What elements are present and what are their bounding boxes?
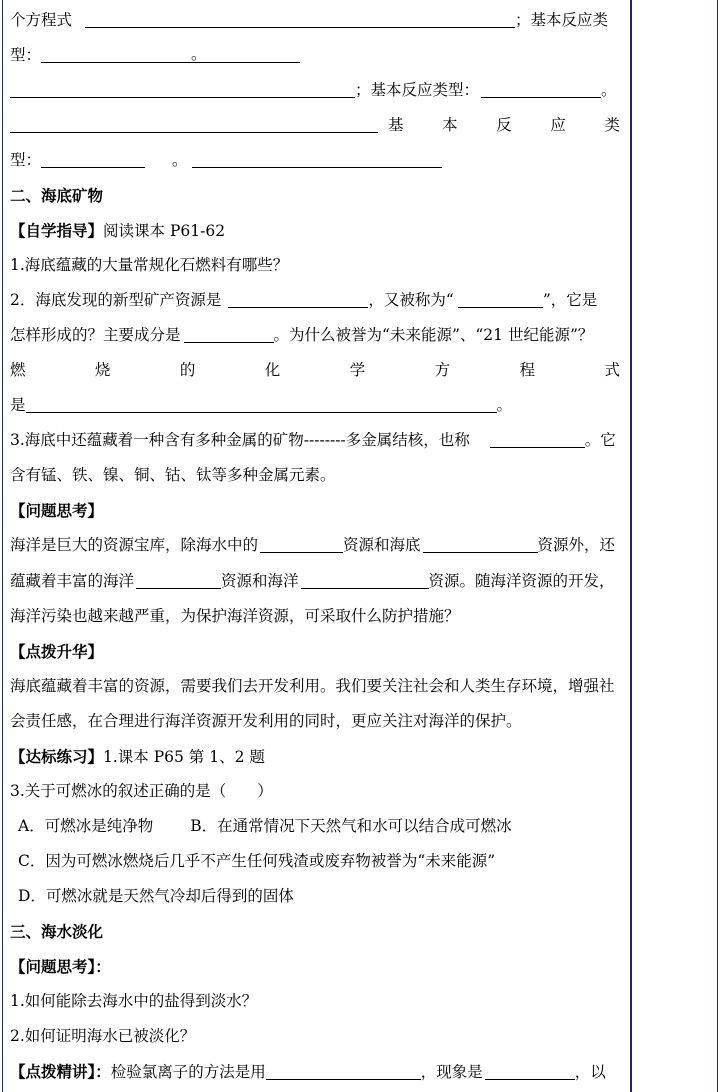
answer-blank <box>228 293 368 308</box>
paragraph-text: 检验氯离子的方法是用 <box>110 1063 266 1082</box>
paragraph-text: 蕴藏着丰富的海洋 <box>10 571 135 590</box>
practice-question-3 <box>10 774 624 809</box>
question-text: 是 <box>10 396 26 415</box>
equation-line-4 <box>10 108 624 143</box>
answer-blank <box>481 83 601 98</box>
option-a: A．可燃冰是纯净物 <box>18 816 154 835</box>
equation-line-5 <box>10 143 624 178</box>
self-study-label: 【自学指导】 <box>10 220 104 240</box>
spread-char: 本 <box>442 115 458 134</box>
spread-char: 反 <box>496 115 512 134</box>
equation-line-1 <box>10 3 624 38</box>
think-label-line <box>10 949 624 984</box>
section-heading <box>10 178 624 213</box>
type-label: 型： <box>10 150 42 169</box>
answer-blank <box>26 398 497 413</box>
question-text: 1.如何能除去海水中的盐得到淡水？ <box>10 992 258 1011</box>
paragraph-text: 资源和海底 <box>343 536 421 555</box>
full-stop: 。 <box>172 150 188 169</box>
paragraph-text: 海洋污染也越来越严重，为保护海洋资源，可采取什么防护措施？ <box>10 606 460 625</box>
reaction-type-label-spread <box>378 108 624 143</box>
spread-char: 的 <box>179 361 196 380</box>
answer-blank <box>458 293 543 308</box>
question-2-line-3 <box>10 353 624 388</box>
key-points-label: 【点拨精讲】： <box>10 1062 111 1082</box>
equation-prefix: 个方程式 <box>10 10 73 29</box>
answer-blank <box>266 1065 421 1080</box>
option-b: B．在通常情况下天然气和水可以结合成可燃冰 <box>190 816 512 835</box>
question-2-line-2 <box>10 318 624 353</box>
spread-char: 化 <box>264 361 281 380</box>
full-stop: 。 <box>191 44 207 63</box>
answer-blank <box>301 574 429 589</box>
paragraph-text: ，现象是 <box>420 1063 483 1082</box>
think-label-line <box>10 493 624 528</box>
section-3-question-1 <box>10 984 624 1019</box>
question-text: 。为什么被誉为“未来能源”、“21 世纪能源”？ <box>273 326 594 345</box>
question-text: 怎样形成的？主要成分是 <box>10 326 181 345</box>
spread-char: 应 <box>550 115 566 134</box>
answer-blank <box>184 328 274 343</box>
equation-line-2 <box>10 38 624 73</box>
answer-blank <box>10 83 355 98</box>
equation-line-3 <box>10 73 624 108</box>
section-3-question-2 <box>10 1019 624 1054</box>
think-label: 【问题思考】 <box>10 501 104 521</box>
spread-char: 学 <box>349 361 366 380</box>
practice-label: 【达标练习】 <box>10 746 104 766</box>
spread-char: 式 <box>604 361 620 380</box>
practice-line <box>10 739 624 774</box>
section-3-heading: 三、海水淡化 <box>10 922 104 942</box>
paragraph-text: 海洋是巨大的资源宝库，除海水中的 <box>10 536 259 555</box>
paragraph-text: 资源外，还 <box>537 536 616 555</box>
answer-blank <box>85 13 515 28</box>
section-heading <box>10 914 624 949</box>
full-stop: 。 <box>496 396 513 415</box>
answer-blank <box>192 153 442 168</box>
option-c: C．因为可燃冰燃烧后几乎不产生任何残渣或废弃物被誉为“未来能源” <box>18 852 496 870</box>
option-d: D．可燃冰就是天然气冷却后得到的固体 <box>18 887 294 906</box>
spread-char: 方 <box>434 361 451 380</box>
question-text: 含有锰、铁、镍、铜、钴、钛等多种金属元素。 <box>10 466 336 485</box>
answer-blank <box>10 118 378 133</box>
self-study-line <box>10 213 624 248</box>
options-line-d <box>10 879 624 914</box>
worksheet-main-column <box>3 0 630 1092</box>
spread-char: 类 <box>604 115 620 134</box>
sublimation-label-line <box>10 634 624 669</box>
think-line-3 <box>10 599 624 634</box>
answer-blank <box>490 433 585 448</box>
think-label: 【问题思考】： <box>10 957 111 977</box>
spread-char: 程 <box>519 361 536 380</box>
question-text: 2．海底发现的新型矿产资源是 <box>10 291 222 309</box>
full-stop: 。 <box>601 80 617 99</box>
reaction-type-label: ；基本反应类 <box>515 10 609 29</box>
options-line-ab <box>10 809 624 844</box>
question-2-line-1 <box>10 283 624 318</box>
answer-blank <box>136 574 221 589</box>
answer-blank <box>260 538 343 553</box>
answer-blank <box>41 44 300 63</box>
paragraph-text: ，以 <box>574 1063 606 1082</box>
type-label: 型： <box>10 45 42 64</box>
reaction-type-label: ；基本反应类型： <box>355 80 480 99</box>
paragraph-text: 会责任感，在合理进行海洋资源开发利用的同时，更应关注对海洋的保护。 <box>10 711 522 730</box>
paragraph-text: 资源和海洋 <box>221 571 299 590</box>
spread-char: 燃 <box>10 361 26 380</box>
paragraph-text: 资源。随海洋资源的开发， <box>428 571 615 590</box>
options-line-c <box>10 844 624 879</box>
section-2-heading: 二、海底矿物 <box>10 185 104 205</box>
key-points-line <box>10 1054 624 1089</box>
question-text: ”，它是 <box>542 291 598 309</box>
question-text: 。它 <box>584 431 616 450</box>
answer-blank <box>423 538 538 553</box>
practice-text: 1.课本 P65 第 1、2 题 <box>103 747 265 766</box>
table-border-right <box>717 0 719 1092</box>
sublimation-line-1 <box>10 669 624 704</box>
question-text: 3.关于可燃冰的叙述正确的是（ ） <box>10 781 273 800</box>
chemical-equation-label-spread <box>10 353 624 388</box>
question-3-line-1 <box>10 423 624 458</box>
question-2-line-4 <box>10 388 624 423</box>
question-text: ，又被称为“ <box>368 291 454 309</box>
question-text: 2.如何证明海水已被淡化？ <box>10 1027 196 1046</box>
spread-char: 基 <box>388 115 404 134</box>
question-text: 1.海底蕴藏的大量常规化石燃料有哪些？ <box>10 255 289 274</box>
question-text: 3.海底中还蕴藏着一种含有多种金属的矿物--------多金属结核，也称 <box>10 431 470 450</box>
paragraph-text: 海底蕴藏着丰富的资源，需要我们去开发利用。我们要关注社会和人类生存环境，增强社 <box>10 676 615 695</box>
answer-blank <box>485 1065 575 1080</box>
think-line-1 <box>10 528 624 563</box>
sublimation-line-2 <box>10 704 624 739</box>
question-1 <box>10 248 624 283</box>
think-line-2 <box>10 564 624 599</box>
self-study-text: 阅读课本 P61-62 <box>103 221 226 240</box>
notes-column <box>632 0 717 1092</box>
spread-char: 烧 <box>94 361 111 380</box>
answer-blank <box>41 153 145 168</box>
question-3-line-2 <box>10 458 624 493</box>
sublimation-label: 【点拨升华】 <box>10 641 104 661</box>
